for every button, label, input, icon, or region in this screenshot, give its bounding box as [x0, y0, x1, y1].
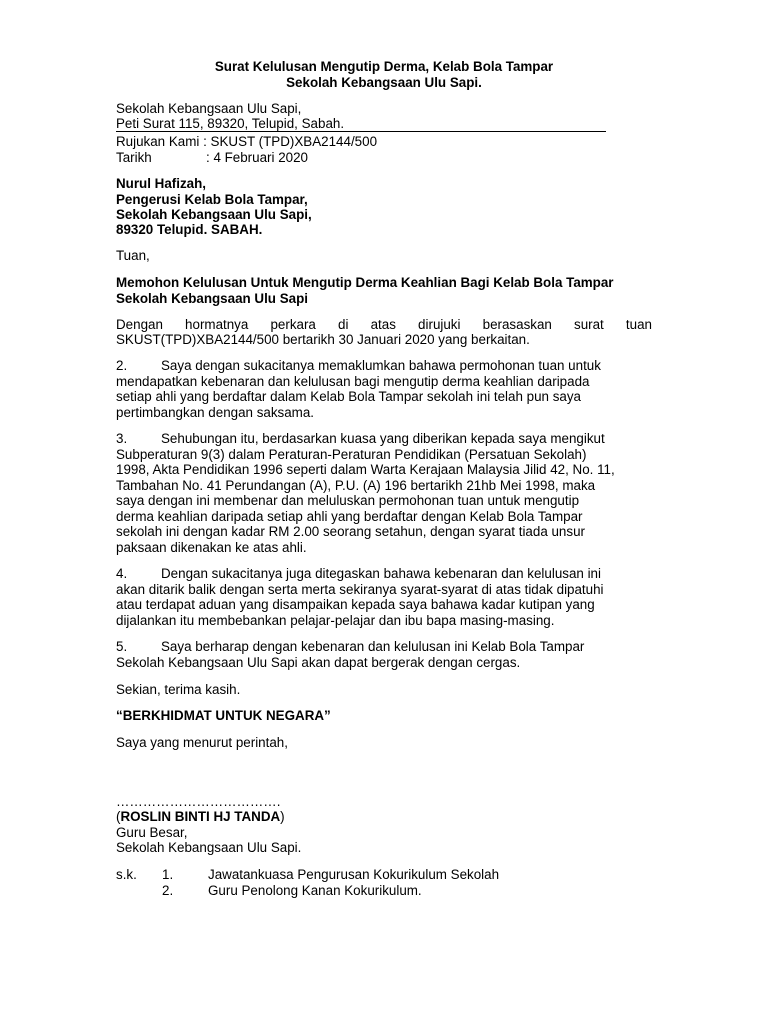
paren-close: ): [280, 809, 285, 824]
recipient-line3: Sekolah Kebangsaan Ulu Sapi,: [116, 207, 312, 222]
recipient-line2: Pengerusi Kelab Bola Tampar,: [116, 192, 308, 207]
p2-line1-text: Saya dengan sukacitanya memaklumkan bahawa permohonan tuan untuk: [161, 358, 601, 373]
p4-line1-text: Dengan sukacitanya juga ditegaskan bahawa kebenaran dan kelulusan ini: [161, 566, 601, 581]
p3-line6: derma keahlian daripada setiap ahli yang berdaftar dengan Kelab Bola Tampar: [116, 509, 583, 524]
date-value: : 4 Februari 2020: [206, 150, 308, 165]
recipient-line1: Nurul Hafizah,: [116, 176, 207, 191]
cc-item-1-number: 1.: [162, 867, 174, 882]
p3-line1: [116, 431, 605, 447]
p5-line1: [116, 639, 584, 655]
signatory-position: Guru Besar,: [116, 825, 188, 840]
p4-line3: atau terdapat aduan yang disampaikan kepada saya bahawa kadar kutipan yang: [116, 597, 595, 612]
cc-item-1-text: Jawatankuasa Pengurusan Kokurikulum Sekolah: [208, 867, 500, 882]
p3-number: 3.: [116, 431, 128, 446]
p3-line7: sekolah ini dengan kadar RM 2.00 seorang setahun, dengan syarat tiada unsur: [116, 524, 585, 539]
motto: “BERKHIDMAT UNTUK NEGARA”: [116, 708, 331, 723]
p3-line2: Subperaturan 9(3) dalam Peraturan-Peraturan Pendidikan (Persatuan Sekolah): [116, 447, 587, 462]
p2-line4: pertimbangkan dengan saksama.: [116, 405, 315, 420]
sign-off: Saya yang menurut perintah,: [116, 735, 288, 750]
p4-line2: akan ditarik balik dengan serta merta sekiranya syarat-syarat di atas tidak dipatuhi: [116, 582, 604, 597]
cc-item-2-number: 2.: [162, 883, 174, 898]
recipient-line4: 89320 Telupid. SABAH.: [116, 222, 263, 237]
letter-title-line2: [116, 75, 652, 91]
p4-line4: dijalankan itu membebankan pelajar-pelajar dan ibu bapa masing-masing.: [116, 613, 555, 628]
p2-number: 2.: [116, 358, 128, 373]
address-divider: [116, 131, 606, 132]
reference-value: SKUST (TPD)XBA2144/500: [210, 134, 378, 149]
p2-line2: mendapatkan kebenaran dan kelulusan bagi mengutip derma keahlian daripada: [116, 374, 590, 389]
subject-line1: Memohon Kelulusan Untuk Mengutip Derma Keahlian Bagi Kelab Bola Tampar: [116, 275, 614, 290]
p5-number: 5.: [116, 639, 128, 654]
p3-line8: paksaan dikenakan ke atas ahli.: [116, 540, 307, 555]
p5-line1-text: Saya berharap dengan kebenaran dan kelulusan ini Kelab Bola Tampar: [161, 639, 585, 654]
p1-line1: Dengan hormatnya perkara di atas dirujuki berasaskan surat tuan: [116, 317, 652, 332]
title-school: Sekolah Kebangsaan Ulu Sapi: [286, 75, 479, 90]
p3-line4: Tambahan No. 41 Perundangan (A), P.U. (A) 196 bertarikh 21hb Mei 1998, maka: [116, 478, 596, 493]
signatory-name-line: [116, 809, 285, 825]
p3-line3: 1998, Akta Pendidikan 1996 seperti dalam Warta Kerajaan Malaysia Jilid 42, No. 11,: [116, 462, 615, 477]
salutation: Tuan,: [116, 248, 150, 263]
p2-line1: [116, 358, 601, 374]
reference-label: Rujukan Kami :: [116, 134, 207, 149]
p4-line1: [116, 566, 601, 582]
p3-line5: saya dengan ini membenar dan meluluskan permohonan tuan untuk mengutip: [116, 493, 580, 508]
cc-label: s.k.: [116, 867, 137, 882]
p2-line3: setiap ahli yang berdaftar dalam Kelab Bola Tampar sekolah ini telah pun saya: [116, 389, 581, 404]
cc-item-2-text: Guru Penolong Kanan Kokurikulum.: [208, 883, 422, 898]
title-suffix: .: [478, 75, 482, 90]
sender-line1: Sekolah Kebangsaan Ulu Sapi,: [116, 101, 302, 116]
p3-line1-text: Sehubungan itu, berdasarkan kuasa yang diberikan kepada saya mengikut: [161, 431, 605, 446]
p4-number: 4.: [116, 566, 128, 581]
p1-line2: SKUST(TPD)XBA2144/500 bertarikh 30 Januari 2020 yang berkaitan.: [116, 332, 530, 347]
paren-open: (: [116, 809, 121, 824]
closing: Sekian, terima kasih.: [116, 682, 241, 697]
sender-line2: Peti Surat 115, 89320, Telupid, Sabah.: [116, 116, 345, 131]
signatory-name: ROSLIN BINTI HJ TANDA: [120, 809, 281, 824]
letter-title-line1: Surat Kelulusan Mengutip Derma, Kelab Bola Tampar: [214, 59, 554, 74]
signature-dots: ……………………………….: [116, 794, 281, 809]
date-label: Tarikh: [116, 150, 152, 165]
subject-line2: Sekolah Kebangsaan Ulu Sapi: [116, 291, 308, 306]
p5-line2: Sekolah Kebangsaan Ulu Sapi akan dapat bergerak dengan cergas.: [116, 655, 521, 670]
signatory-school: Sekolah Kebangsaan Ulu Sapi.: [116, 840, 302, 855]
reference-line: [116, 134, 377, 150]
